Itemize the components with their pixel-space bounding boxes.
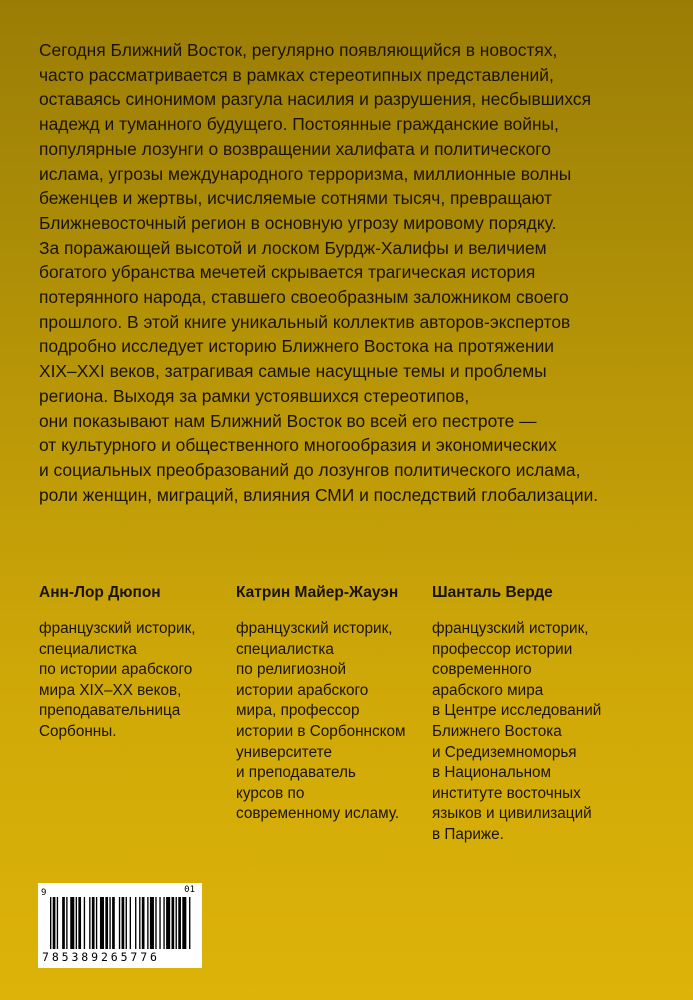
description-line: XIX–XXI веков, затрагивая самые насущные темы и проблемы [39, 361, 547, 382]
author-bio [432, 619, 622, 846]
author-bio-line: истории арабского [236, 681, 369, 699]
description-line: богатого убранства мечетей скрывается трагическая история [39, 262, 536, 283]
description-line: Сегодня Ближний Восток, регулярно появляющийся в новостях, [39, 40, 558, 60]
description-line: роли женщин, миграций, влияния СМИ и последствий глобализации. [39, 484, 599, 505]
author-bio-line: современному исламу. [236, 805, 400, 823]
author-bio-line: специалистка [39, 640, 137, 658]
author-name: Шанталь Верде [432, 584, 553, 601]
description-line: от культурного и общественного многообразия и экономических [39, 435, 557, 456]
description-line: и социальных преобразований до лозунгов политического ислама, [39, 459, 581, 480]
description-line: надежд и туманного будущего. Постоянные гражданские войны, [39, 114, 559, 135]
description-line: региона. Выходя за рамки устоявшихся стереотипов, [39, 385, 470, 406]
author-bio-line: истории в Сорбоннском [236, 722, 406, 740]
author-bio-line: мира XIX–XX веков, [39, 681, 182, 699]
author-bio-line: по религиозной [236, 661, 346, 679]
author-bio-line: французский историк, [39, 620, 196, 637]
description-line: беженцев и жертвы, исчисляемые сотнями тысяч, превращают [39, 188, 552, 209]
author-bio-line: специалистка [236, 640, 334, 658]
author-bio-line: Ближнего Востока [432, 722, 562, 740]
author-bio-line: и преподаватель [236, 764, 356, 782]
description-line: прошлого. В этой книге уникальный коллектив авторов-экспертов [39, 311, 571, 332]
author-bio-line: современного [432, 661, 532, 679]
isbn-barcode [38, 883, 202, 968]
description-line: часто рассматривается в рамках стереотипных представлений, [39, 64, 554, 85]
barcode-addon-digits: 01 [184, 885, 195, 895]
author-bio-line: французский историк, [236, 620, 393, 637]
author-bio [236, 619, 426, 825]
author-name: Катрин Майер-Жауэн [236, 584, 399, 601]
author-bio-line: в Париже. [432, 825, 504, 843]
author-bio-line: французский историк, [432, 620, 589, 637]
author-verdeil [432, 583, 622, 846]
author-bio [39, 619, 229, 743]
description-line: оставаясь синонимом разгула насилия и разрушения, несбывшихся [39, 89, 591, 110]
book-description [39, 38, 659, 507]
description-line: За поражающей высотой и лоском Бурдж-Халифы и величием [39, 237, 547, 258]
description-line: Ближневосточный регион в основную угрозу мировому порядку. [39, 212, 557, 233]
authors-section [39, 583, 659, 853]
author-bio-line: языков и цивилизаций [432, 805, 592, 823]
author-dupont [39, 583, 229, 743]
description-line: потерянного народа, ставшего своеобразным заложником своего [39, 287, 569, 308]
author-name: Анн-Лор Дюпон [39, 584, 161, 601]
author-bio-line: профессор истории [432, 640, 573, 658]
author-bio-line: преподавательница [39, 702, 181, 720]
author-bio-line: и Средиземноморья [432, 743, 577, 761]
description-line: подробно исследует историю Ближнего Востока на протяжении [39, 336, 555, 357]
author-bio-line: арабского мира [432, 681, 544, 699]
barcode-prefix-digit: 9 [41, 888, 47, 898]
author-bio-line: университете [236, 743, 332, 761]
author-bio-line: мира, профессор [236, 702, 360, 720]
description-line: они показывают нам Ближний Восток во всей его пестроте — [39, 410, 537, 431]
author-mayeur-jaouen [236, 583, 426, 825]
author-bio-line: в Центре исследований [432, 702, 602, 720]
author-bio-line: Сорбонны. [39, 722, 117, 740]
description-line: ислама, угрозы международного терроризма, миллионные волны [39, 163, 572, 184]
author-bio-line: курсов по [236, 784, 305, 802]
author-bio-line: институте восточных [432, 784, 581, 802]
barcode-digits: 785389265776 [42, 950, 160, 964]
author-bio-line: по истории арабского [39, 661, 193, 679]
author-bio-line: в Национальном [432, 764, 552, 782]
description-line: популярные лозунги о возвращении халифата и политического [39, 138, 551, 159]
